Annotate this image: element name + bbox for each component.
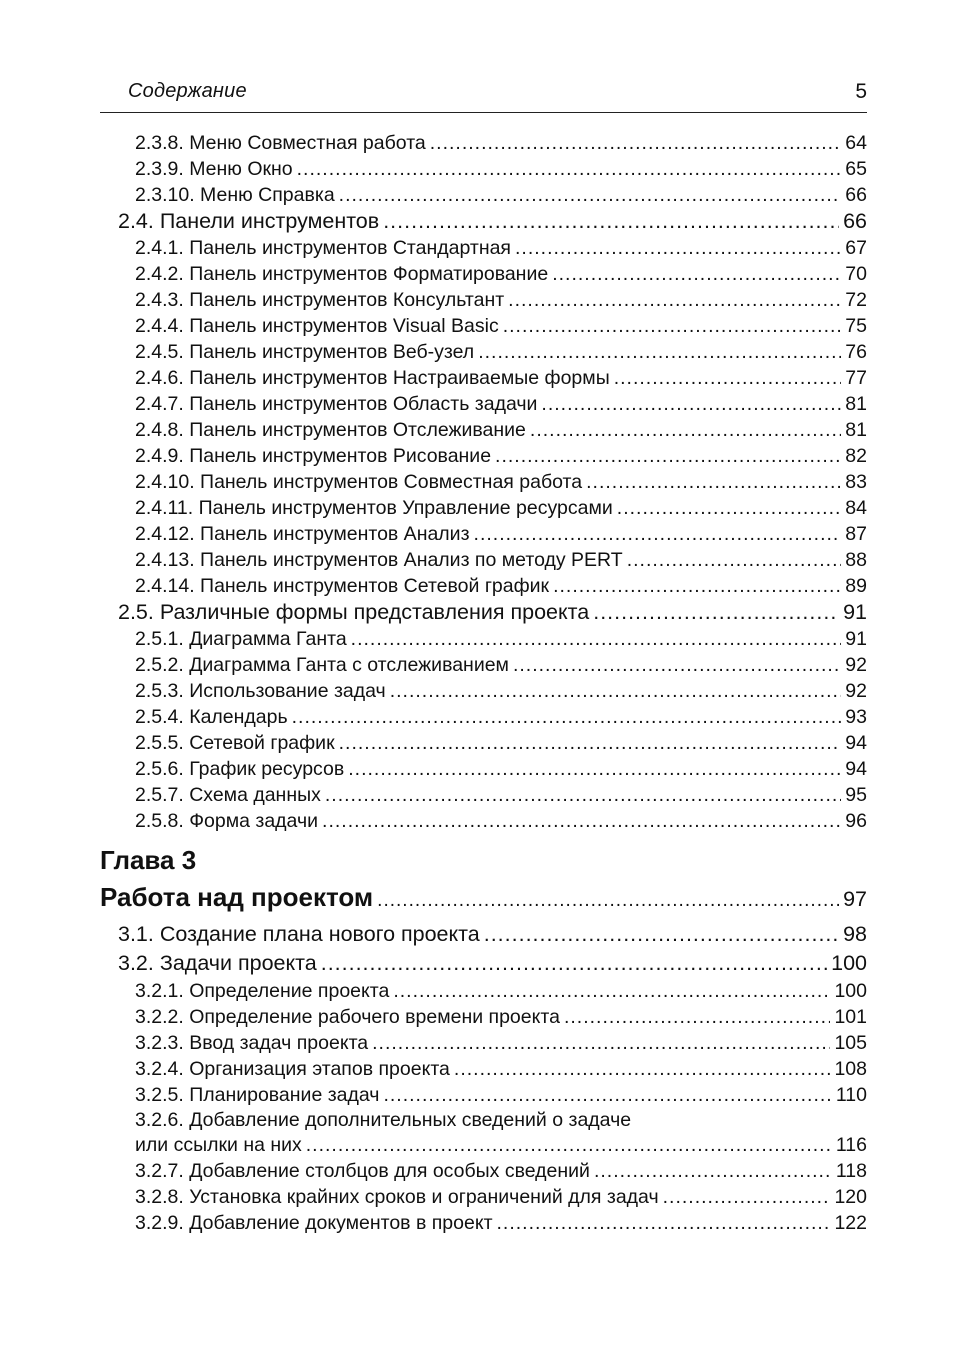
- page-number: 5: [855, 80, 867, 103]
- toc-entry[interactable]: [100, 626, 867, 652]
- toc-entry-page: 70: [845, 263, 867, 285]
- toc-entry-title: 3.2.9. Добавление документов в проект: [135, 1212, 493, 1234]
- toc-leader: [503, 313, 842, 339]
- toc-entry-title-line1: 3.2.6. Добавление дополнительных сведений о задаче: [135, 1109, 632, 1131]
- toc-entry-page: 118: [835, 1160, 867, 1182]
- toc-leader: [508, 287, 841, 313]
- toc-entry[interactable]: [100, 1158, 867, 1184]
- toc-leader: [351, 626, 842, 652]
- toc-section-title: 3.2. Задачи проекта: [118, 951, 317, 975]
- toc-leader: [495, 443, 841, 469]
- toc-leader: [663, 1184, 831, 1210]
- toc-section-page: 91: [843, 600, 867, 624]
- toc-entry[interactable]: [100, 469, 867, 495]
- running-header: [100, 78, 867, 113]
- toc-section-title: 3.1. Создание плана нового проекта: [118, 922, 480, 946]
- toc-entry-page: 77: [845, 367, 867, 389]
- toc-entry-page: 76: [845, 341, 867, 363]
- toc-leader: [541, 391, 841, 417]
- toc-section-title: 2.5. Различные формы представления проекта: [118, 600, 590, 624]
- toc-entry-page: 110: [835, 1084, 867, 1106]
- toc-entry[interactable]: [100, 704, 867, 730]
- toc-entry-title: 3.2.2. Определение рабочего времени проекта: [135, 1006, 560, 1028]
- toc-entry[interactable]: [100, 1184, 867, 1210]
- toc-entry-title: 2.5.1. Диаграмма Ганта: [135, 628, 347, 650]
- toc-leader: [383, 1082, 831, 1108]
- toc-entry[interactable]: [100, 652, 867, 678]
- toc-entry-page: 122: [834, 1212, 867, 1234]
- toc-entry-page: 105: [834, 1032, 867, 1054]
- toc-entry-page: 100: [834, 980, 867, 1002]
- toc-entry-title: 2.5.6. График ресурсов: [135, 758, 345, 780]
- toc-entry-page: 94: [845, 758, 867, 780]
- toc-entry[interactable]: [100, 365, 867, 391]
- toc-entry[interactable]: [100, 156, 867, 182]
- toc-leader: [553, 573, 841, 599]
- toc-leader: [306, 1132, 832, 1158]
- toc-entry-page: 94: [845, 732, 867, 754]
- running-header-title: Содержание: [128, 80, 247, 102]
- toc-entry-page: 92: [845, 680, 867, 702]
- toc-entry[interactable]: [100, 182, 867, 208]
- toc-entry-title: 3.2.7. Добавление столбцов для особых сведений: [135, 1160, 590, 1182]
- chapter-number: Глава 3: [100, 845, 197, 875]
- toc-entry-page: 81: [845, 419, 867, 441]
- toc-section-page: 66: [843, 209, 867, 233]
- toc-entry-page: 81: [845, 393, 867, 415]
- toc-entry[interactable]: [100, 443, 867, 469]
- toc-entry-title: 2.5.2. Диаграмма Ганта с отслеживанием: [135, 654, 509, 676]
- toc-entry[interactable]: [100, 235, 867, 261]
- toc-entry-page: 87: [845, 523, 867, 545]
- toc-section-3-2[interactable]: [100, 949, 867, 978]
- toc-entry-page: 84: [845, 497, 867, 519]
- toc-entry[interactable]: [100, 417, 867, 443]
- toc-group-3-2: [100, 978, 867, 1236]
- toc-leader: [454, 1056, 831, 1082]
- toc-entry-title: 2.4.11. Панель инструментов Управление ресурсами: [135, 497, 613, 519]
- toc-entry-title: 3.2.3. Ввод задач проекта: [135, 1032, 369, 1054]
- toc-entry-page: 120: [834, 1186, 867, 1208]
- toc-leader: [325, 782, 841, 808]
- toc-leader: [393, 978, 830, 1004]
- toc-leader: [390, 678, 842, 704]
- toc-section-page: 100: [831, 951, 867, 975]
- toc-entry-page: 96: [845, 810, 867, 832]
- toc-entry[interactable]: [100, 1082, 867, 1108]
- toc-leader: [530, 417, 841, 443]
- toc-entry-title: 2.3.8. Меню Совместная работа: [135, 132, 426, 154]
- chapter-page: 97: [843, 887, 867, 911]
- toc-entry[interactable]: [100, 808, 867, 834]
- toc-entry-page: 91: [845, 628, 867, 650]
- toc-entry-title: 3.2.1. Определение проекта: [135, 980, 390, 1002]
- toc-entry-page: 82: [845, 445, 867, 467]
- toc-entry-title: 2.3.10. Меню Справка: [135, 184, 335, 206]
- toc-entry[interactable]: [100, 573, 867, 599]
- toc-entry-title: 2.5.3. Использование задач: [135, 680, 386, 702]
- toc-entry[interactable]: [100, 1030, 867, 1056]
- toc-entry-title: 2.4.1. Панель инструментов Стандартная: [135, 237, 511, 259]
- toc-entry-page: 89: [845, 575, 867, 597]
- toc-entry-page: 64: [845, 132, 867, 154]
- toc-entry-title: 3.2.4. Организация этапов проекта: [135, 1058, 450, 1080]
- toc-leader: [322, 808, 841, 834]
- toc-entry-title: 2.5.5. Сетевой график: [135, 732, 335, 754]
- toc-entry-title: 2.4.4. Панель инструментов Visual Basic: [135, 315, 499, 337]
- toc-entry-title: 2.4.13. Панель инструментов Анализ по методу PERT: [135, 549, 623, 571]
- toc-entry[interactable]: [100, 756, 867, 782]
- toc-entry-page: 65: [845, 158, 867, 180]
- toc-leader: [297, 156, 842, 182]
- toc-leader: [614, 365, 842, 391]
- toc-leader: [478, 339, 841, 365]
- toc-entry[interactable]: [100, 678, 867, 704]
- toc-entry[interactable]: [100, 1056, 867, 1082]
- toc-leader: [617, 495, 842, 521]
- toc-entry-page: 88: [845, 549, 867, 571]
- toc-entry[interactable]: [100, 261, 867, 287]
- toc-leader: [383, 208, 839, 235]
- table-of-contents: [100, 130, 867, 1236]
- toc-entry-title: 2.5.7. Схема данных: [135, 784, 321, 806]
- toc-entry-title: 2.4.14. Панель инструментов Сетевой график: [135, 575, 550, 597]
- toc-section-page: 98: [843, 922, 867, 946]
- toc-entry-title: 2.4.7. Панель инструментов Область задачи: [135, 393, 538, 415]
- toc-entry[interactable]: [100, 730, 867, 756]
- toc-entry-title-line2: или ссылки на них: [135, 1134, 302, 1156]
- toc-section-3-1[interactable]: [100, 920, 867, 949]
- toc-entry[interactable]: [100, 547, 867, 573]
- toc-group-2-3: [100, 130, 867, 208]
- toc-entry-title: 2.4.8. Панель инструментов Отслеживание: [135, 419, 526, 441]
- toc-leader: [594, 1158, 832, 1184]
- toc-leader: [513, 652, 841, 678]
- toc-entry-page: 83: [845, 471, 867, 493]
- toc-leader: [627, 547, 842, 573]
- toc-entry[interactable]: [100, 287, 867, 313]
- toc-entry-title: 2.4.3. Панель инструментов Консультант: [135, 289, 505, 311]
- toc-leader: [348, 756, 841, 782]
- toc-entry-title: 2.5.4. Календарь: [135, 706, 288, 728]
- toc-leader: [377, 882, 839, 920]
- toc-entry[interactable]: [100, 391, 867, 417]
- toc-entry[interactable]: [100, 313, 867, 339]
- toc-entry-page: 108: [834, 1058, 867, 1080]
- toc-entry[interactable]: [100, 339, 867, 365]
- toc-leader: [474, 521, 842, 547]
- toc-group-2-4: [100, 235, 867, 599]
- toc-entry-title: 2.4.12. Панель инструментов Анализ: [135, 523, 470, 545]
- toc-entry-title: 2.4.6. Панель инструментов Настраиваемые формы: [135, 367, 610, 389]
- toc-entry[interactable]: [100, 782, 867, 808]
- toc-entry-page: 116: [835, 1134, 867, 1156]
- toc-entry-title: 2.4.9. Панель инструментов Рисование: [135, 445, 492, 467]
- toc-entry[interactable]: [100, 130, 867, 156]
- toc-leader: [586, 469, 841, 495]
- toc-section-2-4[interactable]: [100, 208, 867, 235]
- toc-section-title: 2.4. Панели инструментов: [118, 209, 380, 233]
- toc-entry-title: 3.2.5. Планирование задач: [135, 1084, 380, 1106]
- toc-entry-title: 3.2.8. Установка крайних сроков и ограничений для задач: [135, 1186, 659, 1208]
- chapter-title: Работа над проектом: [100, 882, 374, 912]
- toc-leader: [430, 130, 842, 156]
- toc-entry-page: 66: [845, 184, 867, 206]
- toc-entry[interactable]: [100, 978, 867, 1004]
- toc-entry-page: 92: [845, 654, 867, 676]
- toc-entry-page: 101: [834, 1006, 867, 1028]
- toc-entry-multiline[interactable]: [100, 1108, 867, 1158]
- toc-leader: [552, 261, 841, 287]
- toc-entry-page: 72: [845, 289, 867, 311]
- toc-group-2-5: [100, 626, 867, 834]
- toc-entry-title: 2.4.5. Панель инструментов Веб-узел: [135, 341, 475, 363]
- toc-entry-title: 2.5.8. Форма задачи: [135, 810, 319, 832]
- toc-entry-page: 75: [845, 315, 867, 337]
- toc-entry-title: 2.4.2. Панель инструментов Форматирование: [135, 263, 549, 285]
- toc-section-2-5[interactable]: [100, 599, 867, 626]
- toc-leader: [497, 1210, 831, 1236]
- toc-entry[interactable]: [100, 521, 867, 547]
- toc-entry-page: 93: [845, 706, 867, 728]
- toc-entry-page: 95: [845, 784, 867, 806]
- toc-entry-title: 2.3.9. Меню Окно: [135, 158, 293, 180]
- toc-entry[interactable]: [100, 1210, 867, 1236]
- toc-entry-title: 2.4.10. Панель инструментов Совместная работа: [135, 471, 583, 493]
- toc-leader: [292, 704, 842, 730]
- toc-leader: [321, 949, 827, 978]
- toc-leader: [372, 1030, 830, 1056]
- toc-entry[interactable]: [100, 495, 867, 521]
- chapter-title-entry[interactable]: [100, 878, 867, 916]
- toc-entry[interactable]: [100, 1004, 867, 1030]
- toc-leader: [339, 730, 842, 756]
- toc-leader: [339, 182, 842, 208]
- toc-leader: [564, 1004, 831, 1030]
- toc-entry-page: 67: [845, 237, 867, 259]
- toc-leader: [484, 920, 839, 949]
- toc-leader: [515, 235, 841, 261]
- toc-leader: [593, 599, 839, 626]
